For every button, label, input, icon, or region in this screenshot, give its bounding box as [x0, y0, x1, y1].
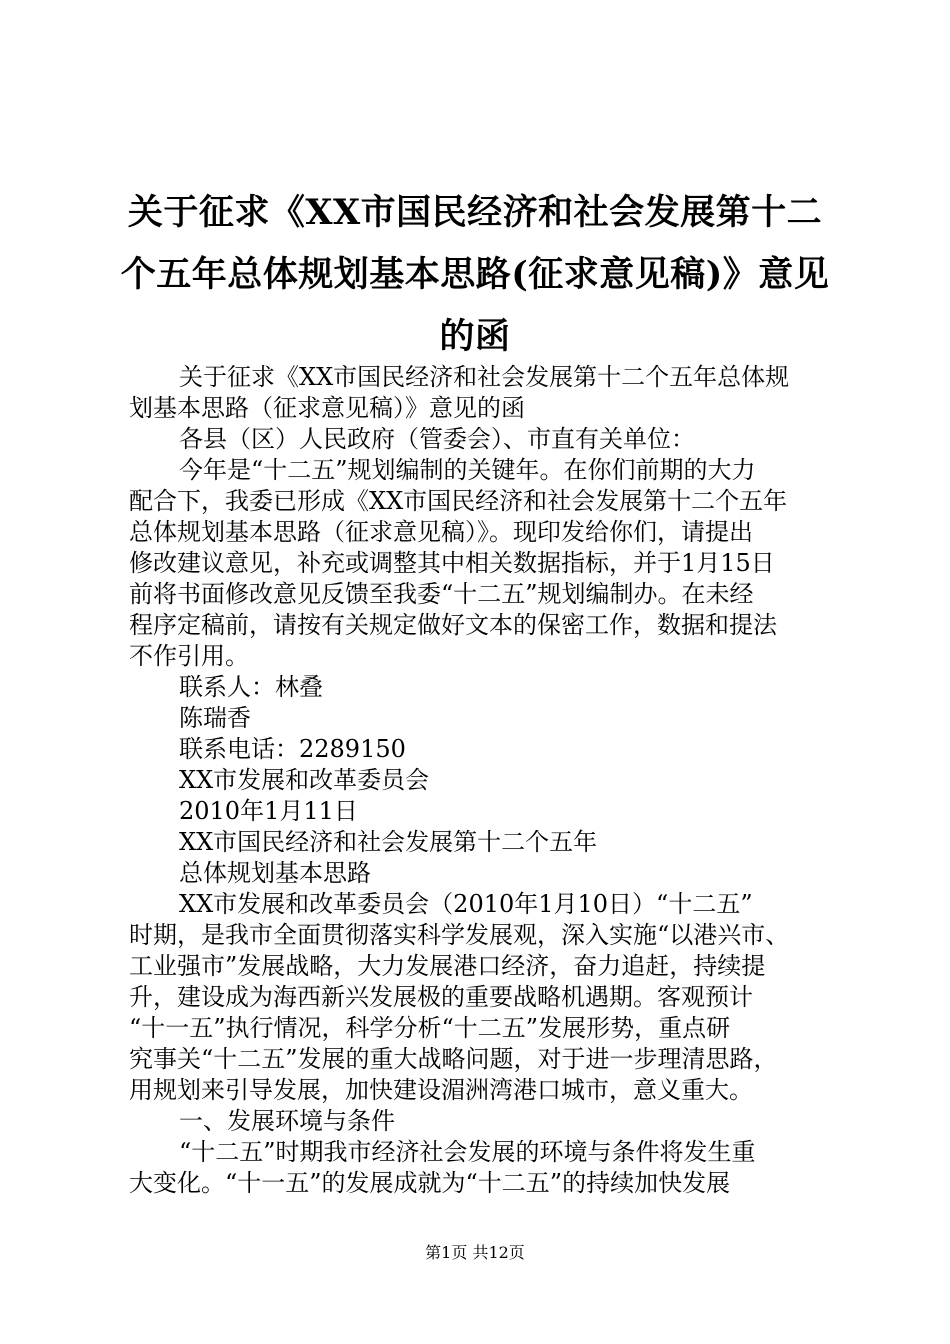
- body-text-line: 联系电话：2289150: [179, 735, 406, 763]
- body-text-line: 总体规划基本思路: [179, 859, 371, 887]
- body-text-line: 前将书面修改意见反馈至我委“十二五”规划编制办。在未经: [129, 580, 754, 608]
- body-text-line: 2010年1月11日: [179, 797, 358, 825]
- page-footer: 第1页 共12页: [425, 1243, 525, 1262]
- title-line: 个五年总体规划基本思路(征求意见稿)》意见: [120, 254, 830, 295]
- body-text-line: “十一五”执行情况，科学分析“十二五”发展形势，重点研: [129, 1014, 731, 1042]
- document-body: [129, 362, 834, 1199]
- title-line: 关于征求《XX市国民经济和社会发展第十二: [127, 192, 823, 233]
- body-text-line: XX市发展和改革委员会（2010年1月10日）“十二五”: [179, 890, 753, 918]
- body-text-line: 时期，是我市全面贯彻落实科学发展观，深入实施“以港兴市、: [129, 921, 790, 949]
- title-line: 的函: [439, 316, 511, 357]
- body-text-line: 一、发展环境与条件: [179, 1107, 395, 1135]
- body-text-line: 划基本思路（征求意见稿）》意见的函: [129, 394, 525, 422]
- document-title: [100, 182, 850, 368]
- body-text-line: XX市发展和改革委员会: [179, 766, 430, 794]
- body-text-line: 用规划来引导发展，加快建设湄洲湾港口城市，意义重大。: [129, 1076, 753, 1104]
- body-text-line: 配合下，我委已形成《XX市国民经济和社会发展第十二个五年: [129, 487, 788, 515]
- body-text-line: 究事关“十二五”发展的重大战略问题，对于进一步理清思路，: [129, 1045, 778, 1073]
- body-text-line: 大变化。“十一五”的发展成就为“十二五”的持续加快发展: [129, 1169, 731, 1197]
- body-text-line: 不作引用。: [129, 642, 249, 670]
- body-text-line: 联系人：林叠: [179, 673, 323, 701]
- body-text-line: “十二五”时期我市经济社会发展的环境与条件将发生重: [179, 1138, 756, 1166]
- body-text-line: 各县（区）人民政府（管委会）、市直有关单位：: [179, 425, 695, 453]
- body-text-line: 陈瑞香: [179, 704, 251, 732]
- body-text-line: XX市国民经济和社会发展第十二个五年: [179, 828, 598, 856]
- body-text-line: 升，建设成为海西新兴发展极的重要战略机遇期。客观预计: [129, 983, 753, 1011]
- body-text-line: 修改建议意见，补充或调整其中相关数据指标，并于1月15日: [129, 549, 775, 577]
- body-text-line: 今年是“十二五”规划编制的关键年。在你们前期的大力: [179, 456, 756, 484]
- body-text-line: 关于征求《XX市国民经济和社会发展第十二个五年总体规: [179, 363, 790, 391]
- body-text-line: 程序定稿前，请按有关规定做好文本的保密工作，数据和提法: [129, 611, 777, 639]
- body-text-line: 工业强市”发展战略，大力发展港口经济，奋力追赶，持续提: [129, 952, 766, 980]
- body-text-line: 总体规划基本思路（征求意见稿）》。现印发给你们，请提出: [129, 518, 753, 546]
